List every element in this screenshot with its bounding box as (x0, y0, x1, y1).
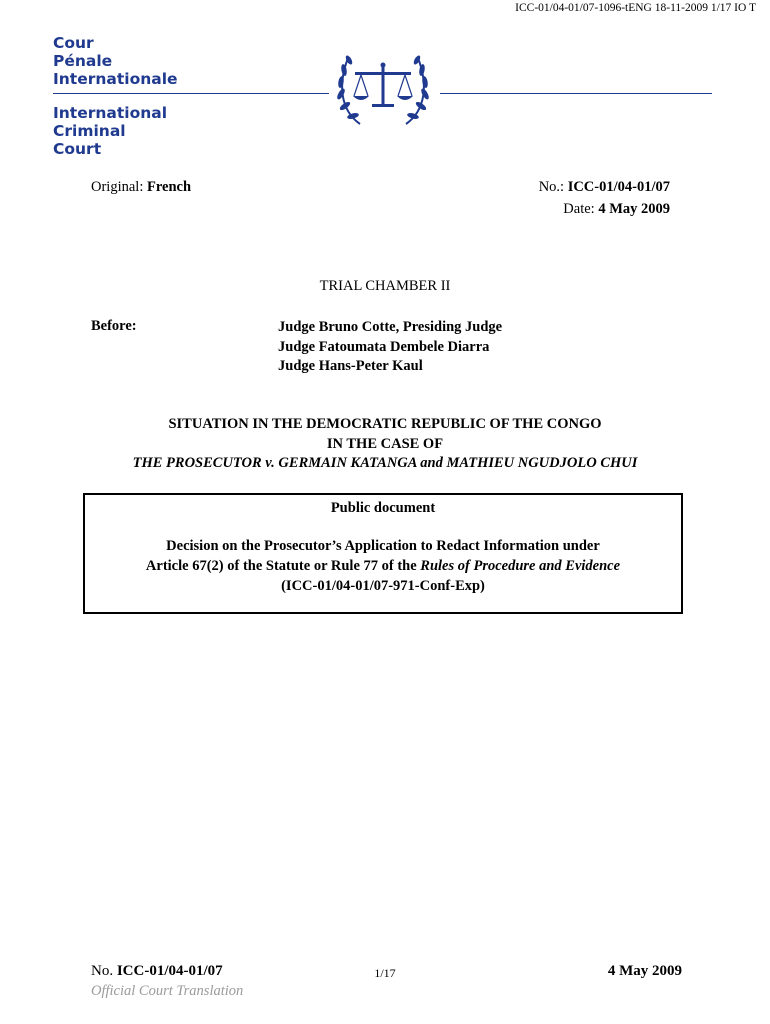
court-name-french-line: Cour (53, 34, 94, 52)
footer-number-value: ICC-01/04-01/07 (116, 963, 223, 979)
original-language (91, 179, 191, 196)
date-label: Date: (563, 201, 595, 217)
court-name-english-line: Court (53, 140, 102, 158)
translation-note: Official Court Translation (91, 983, 244, 999)
original-label: Original: (91, 179, 144, 195)
case-of-line: IN THE CASE OF (326, 435, 444, 452)
document-date (563, 201, 670, 218)
page-number: 1/17 (374, 966, 396, 980)
decision-title-line: (ICC-01/04-01/07-971-Conf-Exp) (281, 578, 485, 594)
document-reference: ICC-01/04-01/07-1096-tENG 18-11-2009 1/17 IO T (515, 2, 756, 14)
court-name-french-line: Pénale (53, 52, 113, 70)
case-title: THE PROSECUTOR v. GERMAIN KATANGA and MATHIEU NGUDJOLO CHUI (132, 455, 638, 471)
judge-entry: Judge Bruno Cotte, Presiding Judge (278, 319, 503, 335)
situation-block (0, 415, 770, 474)
before-label: Before: (91, 318, 137, 334)
decision-title (85, 536, 681, 596)
court-name-english (53, 104, 167, 158)
date-value: 4 May 2009 (598, 201, 670, 217)
document-box (83, 493, 683, 614)
footer-date: 4 May 2009 (607, 963, 682, 979)
case-number (539, 179, 670, 196)
decision-title-line (85, 556, 681, 576)
classification-label: Public document (330, 500, 436, 516)
chamber-title: TRIAL CHAMBER II (319, 278, 451, 294)
decision-title-line: Decision on the Prosecutor’s Application to Redact Information under (166, 538, 600, 554)
original-value: French (146, 179, 192, 195)
header-rule-left (53, 93, 329, 94)
header-rule-right (440, 93, 712, 94)
court-name-english-line: Criminal (53, 122, 126, 140)
decision-title-prefix: Article 67(2) of the Statute or Rule 77 of the (145, 558, 417, 574)
decision-title-italic: Rules of Procedure and Evidence (420, 558, 621, 574)
court-name-french (53, 34, 178, 88)
judge-entry: Judge Hans-Peter Kaul (278, 358, 423, 374)
court-name-french-line: Internationale (53, 70, 178, 88)
situation-line: SITUATION IN THE DEMOCRATIC REPUBLIC OF THE CONGO (168, 416, 602, 432)
case-number-label: No.: (538, 179, 565, 195)
judges-list (278, 318, 502, 377)
footer-number-label: No. (91, 963, 114, 979)
case-number-value: ICC-01/04-01/07 (567, 179, 670, 195)
court-name-english-line: International (53, 104, 168, 122)
judge-entry: Judge Fatoumata Dembele Diarra (278, 338, 490, 355)
scales-of-justice-laurel-icon (330, 44, 436, 132)
